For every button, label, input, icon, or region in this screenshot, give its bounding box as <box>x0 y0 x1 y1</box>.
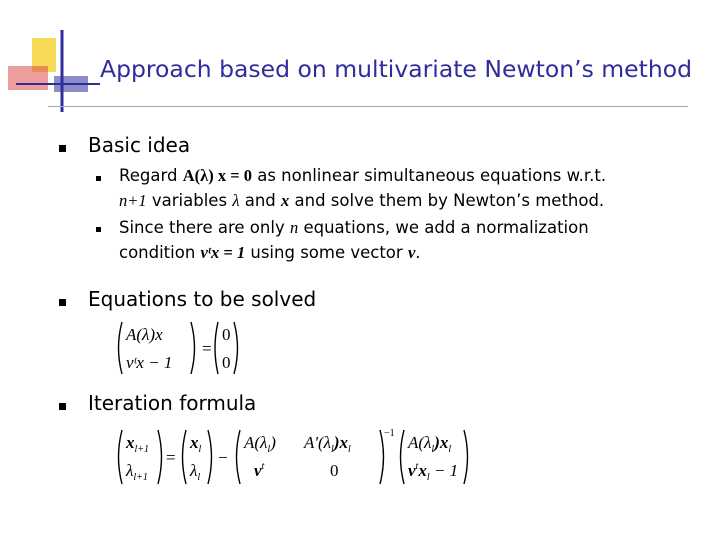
subscript: l+1 <box>134 444 150 455</box>
slide-logo <box>0 0 100 115</box>
v-symbol: v <box>407 243 416 262</box>
right-paren <box>158 430 162 484</box>
text: . <box>415 243 421 262</box>
rhs-top: 0 <box>222 325 231 344</box>
bullet-marker <box>59 403 66 410</box>
lambda-symbol: λ <box>232 191 240 210</box>
slide-title: Approach based on multivariate Newton’s method <box>100 55 693 83</box>
text: as nonlinear simultaneous equations w.r.t. <box>257 166 607 185</box>
inverse-exponent: −1 <box>384 428 395 439</box>
superscript: t <box>261 461 265 472</box>
r2: v <box>408 461 416 480</box>
r2-x: x <box>418 461 427 480</box>
expression: vᵗx = 1 <box>200 243 246 262</box>
left-paren <box>119 430 123 484</box>
lhs-bottom: vᵗx − 1 <box>126 353 173 372</box>
rhs-bottom: 0 <box>222 353 231 372</box>
subscript: l <box>198 444 202 455</box>
x-symbol: x <box>281 191 290 210</box>
svg-text:A(λl)xl <box>407 433 451 455</box>
left-paren <box>401 430 405 484</box>
svg-text:vt <box>254 461 265 480</box>
j11: A(λ <box>244 433 268 452</box>
text: Regard <box>119 166 178 185</box>
j12-end: )x <box>333 433 348 452</box>
subscript: l+1 <box>133 472 148 483</box>
text: and solve them by Newton’s method. <box>294 191 605 210</box>
text: using some vector <box>250 243 403 262</box>
equals-sign: = <box>166 448 176 467</box>
text: variables <box>151 191 228 210</box>
subscript: l <box>267 444 271 455</box>
svg-text:vtxl − 1 <box>408 461 458 483</box>
svg-text:λl+1 <box>125 461 148 483</box>
title-divider <box>48 106 688 107</box>
j11-end: ) <box>270 433 276 452</box>
superscript: t <box>415 461 419 472</box>
bullet-marker <box>59 299 66 306</box>
right-paren <box>208 430 212 484</box>
x-next: x <box>126 433 135 452</box>
subscript: l <box>348 444 351 455</box>
left-paren <box>183 430 187 484</box>
r1-end: )x <box>434 433 449 452</box>
left-paren <box>119 322 123 374</box>
svg-text:xl+1 <box>125 433 149 455</box>
right-paren <box>234 322 238 374</box>
r2-end: − 1 <box>429 461 459 480</box>
subscript: l <box>197 472 201 483</box>
svg-text:xl <box>189 433 202 455</box>
basic-idea-item-1 <box>119 163 606 213</box>
lambda-current: λ <box>190 461 198 480</box>
bullet-marker <box>96 176 101 181</box>
r1: A(λ <box>408 433 432 452</box>
expression: n+1 <box>119 191 147 210</box>
right-paren <box>191 322 195 374</box>
right-paren <box>380 430 384 484</box>
right-paren <box>464 430 468 484</box>
x-current: x <box>190 433 199 452</box>
subscript: l <box>431 444 435 455</box>
lhs-top: A(λ)x <box>126 325 163 344</box>
left-paren <box>215 322 218 374</box>
iteration-formula <box>112 424 472 490</box>
equals-sign: = <box>202 339 212 358</box>
equation-system <box>112 318 242 378</box>
j22: 0 <box>330 461 339 480</box>
text: Since there are only <box>119 218 285 237</box>
expression: A(λ) x = 0 <box>182 166 252 185</box>
basic-idea-item-2 <box>119 215 589 265</box>
j12: A'(λ <box>304 433 332 452</box>
text: equations, we add a normalization <box>303 218 589 237</box>
lambda-next: λ <box>126 461 134 480</box>
left-paren <box>237 430 241 484</box>
section-basic-idea: Basic idea <box>88 133 191 157</box>
subscript: l <box>331 444 334 455</box>
text: condition <box>119 243 196 262</box>
subscript: l <box>426 472 430 483</box>
bullet-marker <box>96 227 101 232</box>
n-symbol: n <box>289 218 299 237</box>
section-equations: Equations to be solved <box>88 287 317 311</box>
svg-text:A(λl) <box>243 433 276 455</box>
svg-text:A'(λl)xl <box>303 433 351 455</box>
minus-sign: − <box>218 448 228 467</box>
subscript: l <box>448 444 452 455</box>
bullet-marker <box>59 145 66 152</box>
j21: v <box>254 461 262 480</box>
section-iteration: Iteration formula <box>88 391 257 415</box>
svg-text:λl <box>189 461 200 483</box>
text: and <box>244 191 276 210</box>
